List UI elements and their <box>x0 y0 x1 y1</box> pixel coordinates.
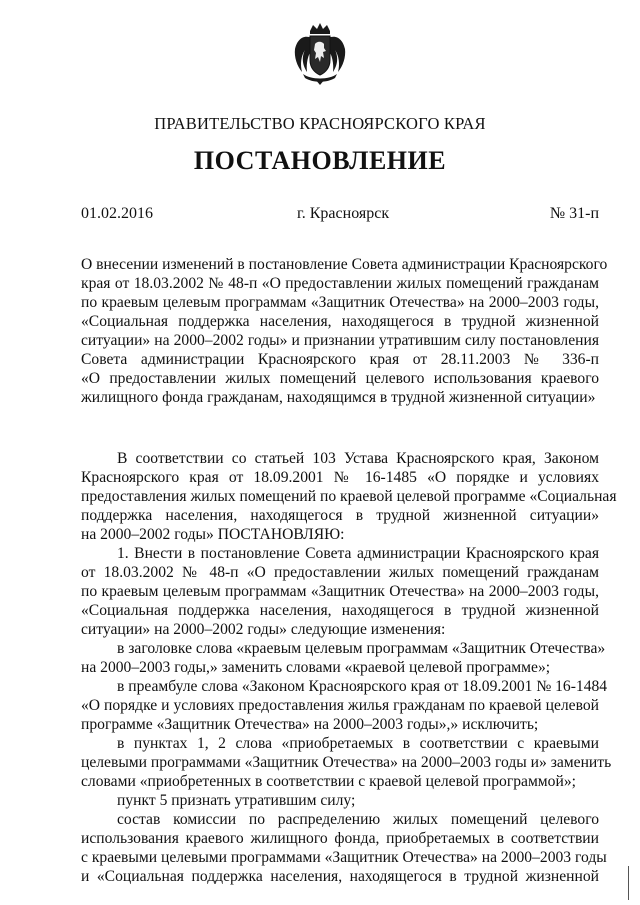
body-line: Красноярского края от 18.09.2001 № 16-1485 «О порядке и условиях <box>81 469 599 486</box>
body-line: состав комиссии по распределению жилых помещений целевого <box>117 811 599 828</box>
body-line: программе «Защитник Отечества» на 2000–2003 годы»,» исключить; <box>81 716 539 733</box>
document-number: № 31-п <box>549 205 599 222</box>
subject-line: «Социальная поддержка населения, находящегося в трудной жизненной <box>81 313 599 330</box>
body-line: 1. Внести в постановление Совета администрации Красноярского края <box>117 545 599 562</box>
government-title: ПРАВИТЕЛЬСТВО КРАСНОЯРСКОГО КРАЯ <box>154 114 486 133</box>
body-line: «О порядке и условиях предоставления жилья гражданам по краевой целевой <box>81 697 599 714</box>
body-line: на 2000–2002 годы» ПОСТАНОВЛЯЮ: <box>81 526 345 543</box>
body-line: предоставления жилых помещений по краевой целевой программе «Социальная <box>81 488 617 505</box>
document-city: г. Красноярск <box>297 205 390 222</box>
body-line: на 2000–2003 годы,» заменить словами «краевой целевой программе»; <box>81 659 551 676</box>
body-line: по краевым целевым программам «Защитник Отечества» на 2000–2003 годы, <box>81 583 599 600</box>
body-line: поддержка населения, находящегося в трудной жизненной ситуации» <box>81 507 599 524</box>
body-line: использования краевого жилищного фонда, приобретаемых в соответствии <box>81 830 599 847</box>
subject-line: по краевым целевым программам «Защитник Отечества» на 2000–2003 годы, <box>81 294 599 311</box>
body-line: в заголовке слова «краевым целевым программам «Защитник Отечества» <box>117 640 606 657</box>
body-line: в пунктах 1, 2 слова «приобретаемых в соответствии с краевыми <box>117 735 599 752</box>
body-line: В соответствии со статьей 103 Устава Красноярского края, Законом <box>117 450 599 467</box>
scan-edge-mark <box>628 866 629 900</box>
subject-line: О внесении изменений в постановление Совета администрации Красноярского <box>81 256 608 273</box>
subject-line: ситуации» на 2000–2002 годы» и признании утратившим силу постановления <box>81 332 599 349</box>
body-line: целевыми программами «Защитник Отечества» на 2000–2003 годы и» заменить <box>81 754 612 771</box>
coat-of-arms-icon <box>293 22 347 86</box>
body-line: ситуации» на 2000–2002 годы» следующие изменения: <box>81 621 446 638</box>
document-body <box>81 449 617 886</box>
subject-line: Совета администрации Красноярского края от 28.11.2003 № 336-п <box>81 351 599 368</box>
body-line: с краевыми целевыми программами «Защитник Отечества» на 2000–2003 годы <box>81 849 607 866</box>
subject-line: края от 18.03.2002 № 48-п «О предоставлении жилых помещений гражданам <box>81 275 599 292</box>
body-line: от 18.03.2002 № 48-п «О предоставлении жилых помещений гражданам <box>81 564 599 581</box>
document-meta-row <box>81 205 599 225</box>
subject-line: жилищного фонда гражданам, находящимся в трудной жизненной ситуации» <box>81 389 596 406</box>
body-line: пункт 5 признать утратившим силу; <box>117 792 356 809</box>
document-subject <box>81 255 608 407</box>
document-date: 01.02.2016 <box>81 205 153 222</box>
body-line: и «Социальная поддержка населения, находящегося в трудной жизненной <box>81 868 599 885</box>
body-line: в преамбуле слова «Законом Красноярского края от 18.09.2001 № 16-1484 <box>117 678 608 695</box>
body-line: словами «приобретенных в соответствии с краевой целевой программой»; <box>81 773 576 790</box>
document-type-title: ПОСТАНОВЛЕНИЕ <box>193 146 447 175</box>
body-line: «Социальная поддержка населения, находящегося в трудной жизненной <box>81 602 599 619</box>
subject-line: «О предоставлении жилых помещений целевого использования краевого <box>81 370 599 387</box>
